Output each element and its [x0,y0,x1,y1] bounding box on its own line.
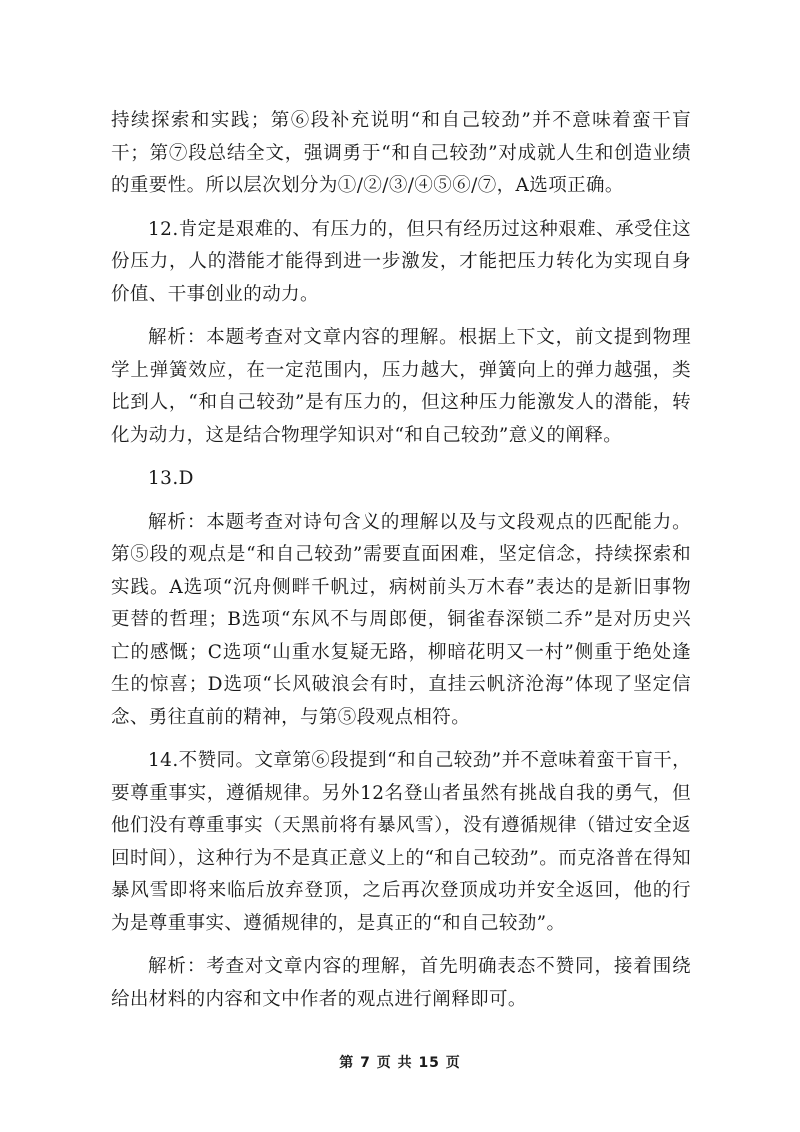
paragraph-q14-answer: 14.不赞同。文章第⑥段提到“和自己较劲”并不意味着蛮干盲干，要尊重事实，遵循规律。另外12名登山者虽然有挑战自我的勇气，但他们没有尊重事实（天黑前将有暴风雪），没有遵循规律（错过安全返回时间），这种行为不是真正意义上的“和自己较劲”。而克洛普在得知暴风雪即将来临后放弃登顶，之后再次登顶成功并安全返回，他的行为是尊重事实、遵循规律的，是真正的“和自己较劲”。 [111,750,691,934]
paragraph-q13-answer: 13.D [148,468,194,489]
paragraph-q13-analysis: 解析：本题考查对诗句含义的理解以及与文段观点的匹配能力。第⑤段的观点是“和自己较劲”需要直面困难，坚定信念，持续探索和实践。A选项“沉舟侧畔千帆过，病树前头万木春”表达的是新旧事物更替的哲理；B选项“东风不与周郎便，铜雀春深锁二乔”是对历史兴亡的感慨；C选项“山重水复疑无路，柳暗花明又一村”侧重于绝处逢生的惊喜；D选项“长风破浪会有时，直挂云帆济沧海”体现了坚定信念、勇往直前的精神，与第⑤段观点相符。 [111,511,691,728]
paragraph-q12-analysis: 解析：本题考查对文章内容的理解。根据上下文，前文提到物理学上弹簧效应，在一定范围内，压力越大，弹簧向上的弹力越强，类比到人，“和自己较劲”是有压力的，但这种压力能激发人的潜能，转化为动力，这是结合物理学知识对“和自己较劲”意义的阐释。 [111,327,691,446]
document-body [111,105,691,1027]
page-number-footer: 第 7 页 共 15 页 [339,1055,461,1071]
paragraph-q14-analysis: 解析：考查对文章内容的理解，首先明确表态不赞同，接着围绕给出材料的内容和文中作者的观点进行阐释即可。 [111,956,691,1010]
paragraph-q12-answer: 12.肯定是艰难的、有压力的，但只有经历过这种艰难、承受住这份压力，人的潜能才能得到进一步激发，才能把压力转化为实现自身价值、干事创业的动力。 [111,218,691,305]
paragraph-continuation: 持续探索和实践；第⑥段补充说明“和自己较劲”并不意味着蛮干盲干；第⑦段总结全文，强调勇于“和自己较劲”对成就人生和创造业绩的重要性。所以层次划分为①/②/③/④⑤⑥/⑦，A选项正确。 [111,110,691,196]
